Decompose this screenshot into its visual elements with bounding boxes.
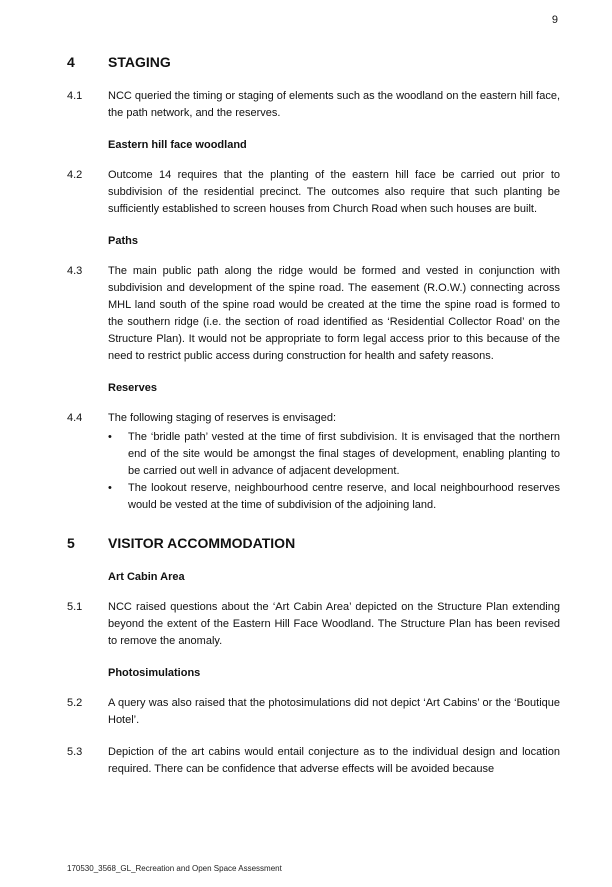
paragraph-text: The main public path along the ridge would be formed and vested in conjunction with subdivision and development of the spine road. The easement (R.O.W.) connecting across MHL land south of the spine road would be created at the time the spine road is formed to the southern ridge (i.e. the section of road identified as ‘Residential Collector Road’ on the Structure Plan). It would not be appropriate to form legal access prior to this because of the need to restrict public access during construction for health and safety reasons. bbox=[108, 265, 560, 362]
bullet-icon: • bbox=[108, 482, 112, 494]
list-item bbox=[108, 429, 560, 480]
paragraph-number: 4.1 bbox=[67, 90, 83, 102]
paragraph-4-3 bbox=[67, 263, 560, 365]
document-body bbox=[67, 54, 560, 793]
paragraph-number: 5.2 bbox=[67, 697, 83, 709]
paragraph-text: NCC queried the timing or staging of elements such as the woodland on the eastern hill face, the path network, and the reserves. bbox=[108, 90, 560, 119]
bullet-list bbox=[108, 429, 560, 514]
subheading-reserves: Reserves bbox=[108, 382, 157, 394]
paragraph-number: 4.3 bbox=[67, 265, 83, 277]
paragraph-4-4 bbox=[67, 410, 560, 514]
document-footer: 170530_3568_GL_Recreation and Open Space Assessment bbox=[67, 864, 282, 873]
section-number: 5 bbox=[67, 535, 75, 551]
paragraph-text: The following staging of reserves is envisaged: bbox=[108, 412, 337, 424]
paragraph-number: 4.2 bbox=[67, 169, 83, 181]
paragraph-5-2 bbox=[67, 695, 560, 729]
subheading-paths: Paths bbox=[108, 235, 138, 247]
paragraph-5-3 bbox=[67, 744, 560, 778]
list-item bbox=[108, 480, 560, 514]
section-title: STAGING bbox=[108, 54, 171, 70]
paragraph-number: 5.3 bbox=[67, 746, 83, 758]
page-number: 9 bbox=[551, 14, 558, 26]
paragraph-text: Outcome 14 requires that the planting of the eastern hill face be carried out prior to subdivision of the residential precinct. The outcomes also require that such planting be sufficiently established to screen houses from Church Road when such houses are built. bbox=[108, 169, 560, 215]
subheading-photosimulations: Photosimulations bbox=[108, 667, 201, 679]
section-number: 4 bbox=[67, 54, 75, 70]
bullet-icon: • bbox=[108, 431, 112, 443]
section-heading-5 bbox=[67, 535, 560, 551]
paragraph-4-1 bbox=[67, 88, 560, 122]
section-title: VISITOR ACCOMMODATION bbox=[108, 535, 296, 551]
subheading-eastern-hill-face-woodland: Eastern hill face woodland bbox=[108, 139, 247, 151]
subheading-art-cabin-area: Art Cabin Area bbox=[108, 571, 185, 583]
paragraph-text: Depiction of the art cabins would entail conjecture as to the individual design and location required. There can be confidence that adverse effects will be avoided because bbox=[108, 746, 560, 775]
paragraph-text: NCC raised questions about the ‘Art Cabin Area’ depicted on the Structure Plan extending beyond the extent of the Eastern Hill Face Woodland. The Structure Plan has been revised to remove the anomaly. bbox=[108, 601, 560, 647]
paragraph-number: 5.1 bbox=[67, 601, 83, 613]
section-heading-4 bbox=[67, 54, 560, 70]
paragraph-number: 4.4 bbox=[67, 412, 83, 424]
paragraph-text: A query was also raised that the photosimulations did not depict ‘Art Cabins’ or the ‘Boutique Hotel’. bbox=[108, 697, 560, 726]
bullet-text: The lookout reserve, neighbourhood centre reserve, and local neighbourhood reserves would be vested at the time of subdivision of the adjoining land. bbox=[128, 482, 560, 511]
paragraph-4-2 bbox=[67, 167, 560, 218]
bullet-text: The ‘bridle path’ vested at the time of first subdivision. It is envisaged that the northern end of the site would be amongst the final stages of development, enabling planting to be carried out well in advance of adjacent development. bbox=[128, 431, 560, 477]
paragraph-body bbox=[108, 410, 560, 514]
paragraph-5-1 bbox=[67, 599, 560, 650]
